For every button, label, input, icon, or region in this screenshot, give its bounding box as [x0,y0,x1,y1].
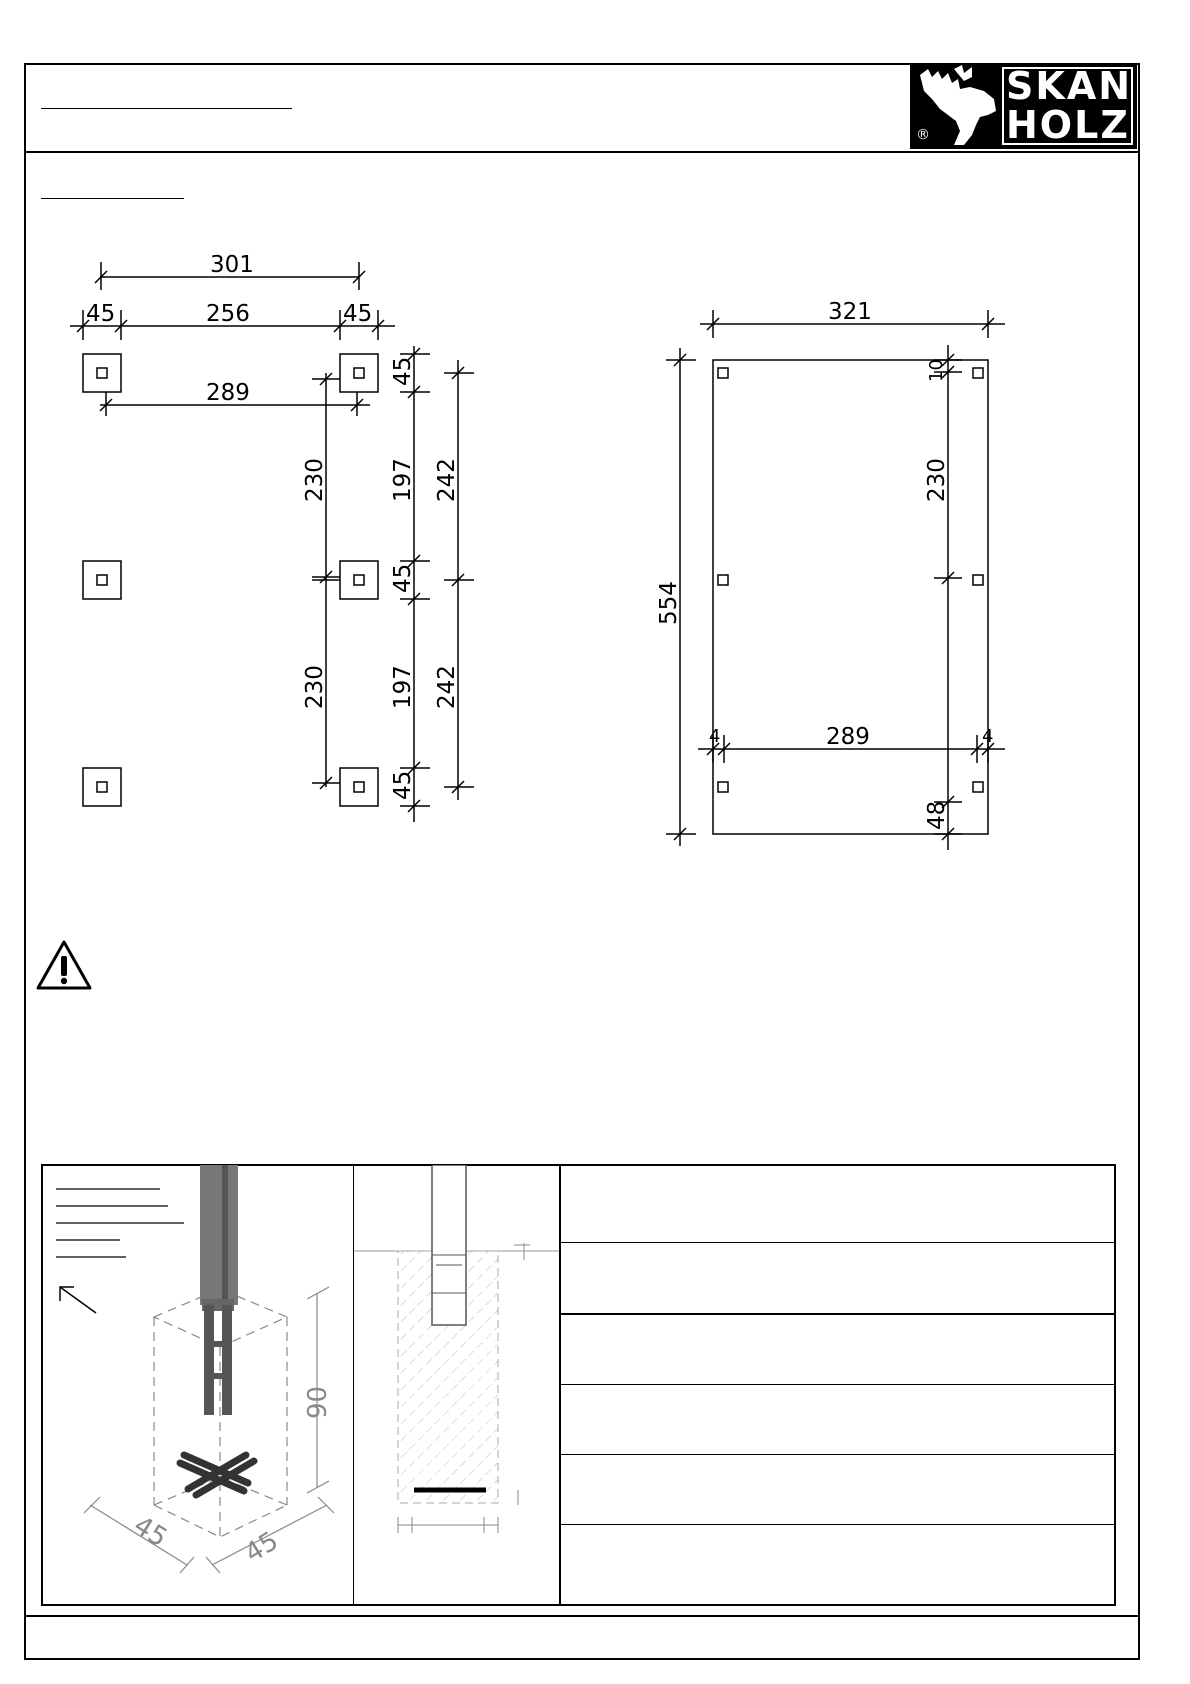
post-marker [973,575,983,585]
brand-line-1: SKAN [1006,64,1133,108]
warning-icon [36,940,92,990]
dim-inner-width: 289 [826,724,870,750]
post-marker [973,368,983,378]
footing [83,768,121,806]
dim-width-a: 45 [128,1510,173,1554]
post-marker [718,368,728,378]
registered-mark: ® [916,127,930,143]
post-marker [973,782,983,792]
dim-offset-bottom: 48 [924,800,950,830]
dim-vert-spacing-2: 230 [302,665,328,709]
post-marker [718,575,728,585]
footing [340,354,378,392]
dim-top-overall: 301 [210,252,254,278]
dim-side-left: 4 [709,726,721,747]
post-anchor [204,1305,214,1415]
detail-col-divider [559,1165,561,1605]
dim-top-right: 45 [343,301,373,327]
footing [340,561,378,599]
footing [83,561,121,599]
dim-overall-length: 554 [656,581,682,625]
footing [340,768,378,806]
footer-divider [24,1615,1140,1617]
text-row-divider [560,1454,1115,1455]
post-section [432,1165,466,1325]
dim-post-3: 45 [390,770,416,800]
dim-axis-1: 242 [434,458,460,502]
dim-post-1: 45 [390,356,416,386]
dim-post-spacing: 230 [924,458,950,502]
brand-logo [910,63,1137,149]
post-marker [718,782,728,792]
dim-side-right: 4 [982,726,994,747]
post-anchor-iso-view [42,1165,353,1605]
dim-clear-1: 197 [390,458,416,502]
text-row-divider [560,1242,1115,1243]
dim-offset-top: 10 [926,359,947,382]
dim-inner-width: 289 [206,380,250,406]
dim-axis-2: 242 [434,665,460,709]
post-anchor-section-view [354,1165,559,1605]
rebar-cross [180,1455,254,1495]
dim-top-width: 321 [828,299,872,325]
dim-top-middle: 256 [206,301,250,327]
roof-outline [713,360,988,834]
roof-plan-right [640,280,1020,860]
foundation-plan-left [0,0,600,840]
text-row-divider [560,1313,1115,1315]
text-row-divider [560,1384,1115,1385]
dim-clear-2: 197 [390,665,416,709]
dim-post-2: 45 [390,563,416,593]
footing [83,354,121,392]
dim-top-left: 45 [86,301,116,327]
dim-depth: 90 [303,1385,333,1419]
dim-width-b: 45 [239,1525,284,1569]
brand-line-2: HOLZ [1006,103,1130,147]
wooden-post [200,1165,238,1305]
text-row-divider [560,1524,1115,1525]
dim-vert-spacing-1: 230 [302,458,328,502]
arrow-up-left-icon [60,1287,96,1313]
